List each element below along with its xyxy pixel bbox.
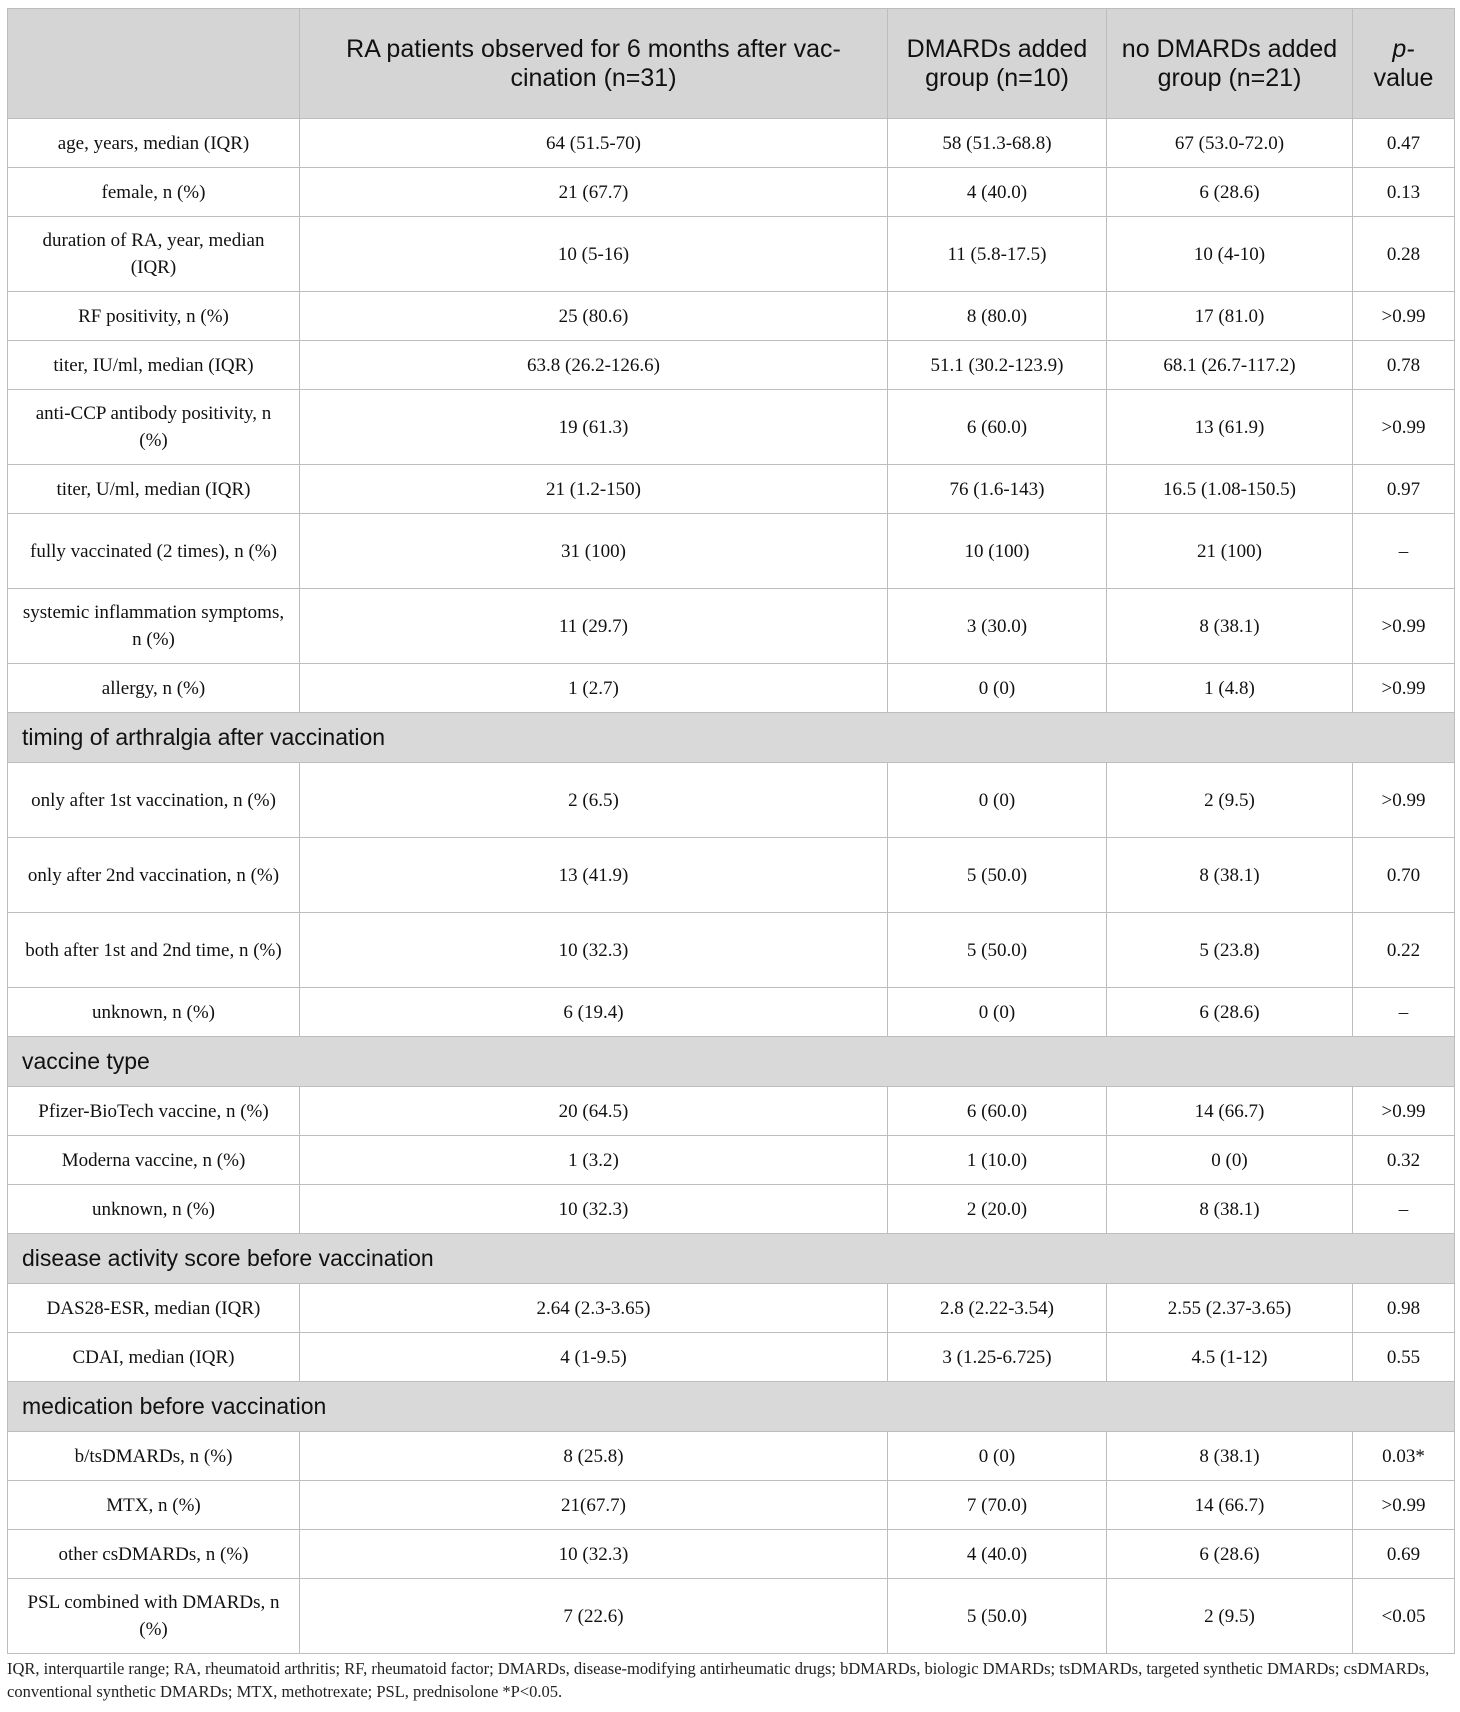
total-cohort-cell: 63.8 (26.2-126.6)	[300, 341, 888, 390]
table-row	[8, 1481, 1455, 1530]
row-label-cell: duration of RA, year, median (IQR)	[8, 217, 300, 292]
dmards-added-cell: 5 (50.0)	[888, 838, 1107, 913]
no-dmards-added-cell: 14 (66.7)	[1107, 1087, 1353, 1136]
no-dmards-added-cell: 5 (23.8)	[1107, 913, 1353, 988]
row-label-cell: b/tsDMARDs, n (%)	[8, 1432, 300, 1481]
row-label-cell: DAS28-ESR, median (IQR)	[8, 1284, 300, 1333]
table-row	[8, 1333, 1455, 1382]
no-dmards-added-cell: 16.5 (1.08-150.5)	[1107, 465, 1353, 514]
dmards-added-cell: 4 (40.0)	[888, 168, 1107, 217]
total-cohort-cell: 6 (19.4)	[300, 988, 888, 1037]
dmards-added-cell: 6 (60.0)	[888, 1087, 1107, 1136]
section-header-row	[8, 1037, 1455, 1087]
total-cohort-cell: 10 (32.3)	[300, 1530, 888, 1579]
table-container	[7, 8, 1454, 1654]
no-dmards-added-cell: 4.5 (1-12)	[1107, 1333, 1353, 1382]
dmards-added-cell: 1 (10.0)	[888, 1136, 1107, 1185]
total-cohort-cell: 4 (1-9.5)	[300, 1333, 888, 1382]
p-value-cell: 0.70	[1353, 838, 1455, 913]
no-dmards-added-cell: 14 (66.7)	[1107, 1481, 1353, 1530]
header-empty-cell	[8, 9, 300, 119]
row-label-cell: allergy, n (%)	[8, 664, 300, 713]
p-value-cell: >0.99	[1353, 390, 1455, 465]
characteristics-table	[7, 8, 1455, 1654]
dmards-added-cell: 6 (60.0)	[888, 390, 1107, 465]
dmards-added-cell: 3 (1.25-6.725)	[888, 1333, 1107, 1382]
dmards-added-cell: 4 (40.0)	[888, 1530, 1107, 1579]
row-label-cell: PSL combined with DMARDs, n (%)	[8, 1579, 300, 1654]
p-value-cell: 0.69	[1353, 1530, 1455, 1579]
total-cohort-cell: 2.64 (2.3-3.65)	[300, 1284, 888, 1333]
table-footnote: IQR, interquartile range; RA, rheumatoid arthritis; RF, rheumatoid factor; DMARDs, disease-modifying antirheumatic drugs; bDMARDs, biologic DMARDs; tsDMARDs, targeted synthetic DMARDs; csDMARDs, conventional synthetic DMARDs; MTX, methotrexate; PSL, prednisolone *P<0.05.	[7, 1659, 1430, 1701]
section-header-row	[8, 1234, 1455, 1284]
no-dmards-added-cell: 8 (38.1)	[1107, 1432, 1353, 1481]
no-dmards-added-cell: 68.1 (26.7-117.2)	[1107, 341, 1353, 390]
table-row	[8, 119, 1455, 168]
dmards-added-cell: 76 (1.6-143)	[888, 465, 1107, 514]
p-value-cell: >0.99	[1353, 1481, 1455, 1530]
table-row	[8, 168, 1455, 217]
no-dmards-added-cell: 67 (53.0-72.0)	[1107, 119, 1353, 168]
dmards-added-cell: 51.1 (30.2-123.9)	[888, 341, 1107, 390]
dmards-added-cell: 0 (0)	[888, 988, 1107, 1037]
dmards-added-cell: 3 (30.0)	[888, 589, 1107, 664]
table-row	[8, 988, 1455, 1037]
no-dmards-added-cell: 8 (38.1)	[1107, 838, 1353, 913]
header-p-italic: p-	[1392, 34, 1415, 63]
row-label-cell: MTX, n (%)	[8, 1481, 300, 1530]
table-row	[8, 390, 1455, 465]
p-value-cell: 0.22	[1353, 913, 1455, 988]
p-value-cell: >0.99	[1353, 664, 1455, 713]
row-label-cell: only after 2nd vaccination, n (%)	[8, 838, 300, 913]
no-dmards-added-cell: 6 (28.6)	[1107, 168, 1353, 217]
no-dmards-added-cell: 17 (81.0)	[1107, 292, 1353, 341]
header-no-dmards-added: no DMARDs added group (n=21)	[1107, 9, 1353, 119]
p-value-cell: 0.32	[1353, 1136, 1455, 1185]
dmards-added-cell: 0 (0)	[888, 763, 1107, 838]
header-row	[8, 9, 1455, 119]
table-row	[8, 217, 1455, 292]
table-row	[8, 292, 1455, 341]
p-value-cell: 0.47	[1353, 119, 1455, 168]
header-dmards-added: DMARDs added group (n=10)	[888, 9, 1107, 119]
total-cohort-cell: 7 (22.6)	[300, 1579, 888, 1654]
row-label-cell: only after 1st vaccination, n (%)	[8, 763, 300, 838]
p-value-cell: >0.99	[1353, 763, 1455, 838]
row-label-cell: unknown, n (%)	[8, 988, 300, 1037]
p-value-cell: >0.99	[1353, 292, 1455, 341]
table-row	[8, 1185, 1455, 1234]
row-label-cell: systemic inflammation symptoms, n (%)	[8, 589, 300, 664]
header-total-cohort: RA patients observed for 6 months after vac-cination (n=31)	[300, 9, 888, 119]
table-row	[8, 1284, 1455, 1333]
no-dmards-added-cell: 8 (38.1)	[1107, 589, 1353, 664]
total-cohort-cell: 13 (41.9)	[300, 838, 888, 913]
table-row	[8, 1579, 1455, 1654]
section-header-row	[8, 1382, 1455, 1432]
no-dmards-added-cell: 21 (100)	[1107, 514, 1353, 589]
header-value-text: value	[1373, 63, 1434, 92]
row-label-cell: female, n (%)	[8, 168, 300, 217]
table-row	[8, 664, 1455, 713]
total-cohort-cell: 21(67.7)	[300, 1481, 888, 1530]
p-value-cell: 0.03*	[1353, 1432, 1455, 1481]
row-label-cell: RF positivity, n (%)	[8, 292, 300, 341]
section-label: timing of arthralgia after vaccination	[8, 713, 1455, 763]
row-label-cell: Moderna vaccine, n (%)	[8, 1136, 300, 1185]
row-label-cell: anti-CCP antibody positivity, n (%)	[8, 390, 300, 465]
no-dmards-added-cell: 10 (4-10)	[1107, 217, 1353, 292]
row-label-cell: titer, IU/ml, median (IQR)	[8, 341, 300, 390]
row-label-cell: unknown, n (%)	[8, 1185, 300, 1234]
p-value-cell: 0.55	[1353, 1333, 1455, 1382]
total-cohort-cell: 64 (51.5-70)	[300, 119, 888, 168]
dmards-added-cell: 0 (0)	[888, 1432, 1107, 1481]
no-dmards-added-cell: 2 (9.5)	[1107, 763, 1353, 838]
row-label-cell: Pfizer-BioTech vaccine, n (%)	[8, 1087, 300, 1136]
no-dmards-added-cell: 6 (28.6)	[1107, 1530, 1353, 1579]
p-value-cell: 0.28	[1353, 217, 1455, 292]
total-cohort-cell: 10 (32.3)	[300, 1185, 888, 1234]
section-label: disease activity score before vaccination	[8, 1234, 1455, 1284]
section-label: vaccine type	[8, 1037, 1455, 1087]
header-p-value	[1353, 9, 1455, 119]
p-value-cell: –	[1353, 988, 1455, 1037]
no-dmards-added-cell: 13 (61.9)	[1107, 390, 1353, 465]
p-value-cell: >0.99	[1353, 589, 1455, 664]
total-cohort-cell: 19 (61.3)	[300, 390, 888, 465]
no-dmards-added-cell: 2.55 (2.37-3.65)	[1107, 1284, 1353, 1333]
total-cohort-cell: 10 (5-16)	[300, 217, 888, 292]
dmards-added-cell: 7 (70.0)	[888, 1481, 1107, 1530]
total-cohort-cell: 21 (67.7)	[300, 168, 888, 217]
dmards-added-cell: 58 (51.3-68.8)	[888, 119, 1107, 168]
total-cohort-cell: 1 (2.7)	[300, 664, 888, 713]
row-label-cell: age, years, median (IQR)	[8, 119, 300, 168]
table-row	[8, 589, 1455, 664]
row-label-cell: other csDMARDs, n (%)	[8, 1530, 300, 1579]
total-cohort-cell: 10 (32.3)	[300, 913, 888, 988]
no-dmards-added-cell: 0 (0)	[1107, 1136, 1353, 1185]
p-value-cell: 0.98	[1353, 1284, 1455, 1333]
p-value-cell: 0.13	[1353, 168, 1455, 217]
p-value-cell: 0.97	[1353, 465, 1455, 514]
p-value-cell: 0.78	[1353, 341, 1455, 390]
dmards-added-cell: 5 (50.0)	[888, 1579, 1107, 1654]
table-row	[8, 1432, 1455, 1481]
total-cohort-cell: 8 (25.8)	[300, 1432, 888, 1481]
table-row	[8, 514, 1455, 589]
table-row	[8, 341, 1455, 390]
total-cohort-cell: 25 (80.6)	[300, 292, 888, 341]
total-cohort-cell: 31 (100)	[300, 514, 888, 589]
p-value-cell: –	[1353, 1185, 1455, 1234]
table-header	[8, 9, 1455, 119]
row-label-cell: CDAI, median (IQR)	[8, 1333, 300, 1382]
row-label-cell: both after 1st and 2nd time, n (%)	[8, 913, 300, 988]
table-row	[8, 465, 1455, 514]
dmards-added-cell: 5 (50.0)	[888, 913, 1107, 988]
dmards-added-cell: 8 (80.0)	[888, 292, 1107, 341]
no-dmards-added-cell: 2 (9.5)	[1107, 1579, 1353, 1654]
row-label-cell: titer, U/ml, median (IQR)	[8, 465, 300, 514]
table-row	[8, 838, 1455, 913]
no-dmards-added-cell: 1 (4.8)	[1107, 664, 1353, 713]
table-row	[8, 763, 1455, 838]
no-dmards-added-cell: 6 (28.6)	[1107, 988, 1353, 1037]
row-label-cell: fully vaccinated (2 times), n (%)	[8, 514, 300, 589]
p-value-cell: >0.99	[1353, 1087, 1455, 1136]
total-cohort-cell: 1 (3.2)	[300, 1136, 888, 1185]
dmards-added-cell: 0 (0)	[888, 664, 1107, 713]
total-cohort-cell: 20 (64.5)	[300, 1087, 888, 1136]
total-cohort-cell: 2 (6.5)	[300, 763, 888, 838]
p-value-cell: –	[1353, 514, 1455, 589]
table-row	[8, 913, 1455, 988]
dmards-added-cell: 2 (20.0)	[888, 1185, 1107, 1234]
dmards-added-cell: 11 (5.8-17.5)	[888, 217, 1107, 292]
dmards-added-cell: 2.8 (2.22-3.54)	[888, 1284, 1107, 1333]
table-row	[8, 1136, 1455, 1185]
total-cohort-cell: 21 (1.2-150)	[300, 465, 888, 514]
table-body	[8, 119, 1455, 1654]
table-row	[8, 1087, 1455, 1136]
p-value-cell: <0.05	[1353, 1579, 1455, 1654]
table-row	[8, 1530, 1455, 1579]
section-header-row	[8, 713, 1455, 763]
no-dmards-added-cell: 8 (38.1)	[1107, 1185, 1353, 1234]
dmards-added-cell: 10 (100)	[888, 514, 1107, 589]
total-cohort-cell: 11 (29.7)	[300, 589, 888, 664]
section-label: medication before vaccination	[8, 1382, 1455, 1432]
